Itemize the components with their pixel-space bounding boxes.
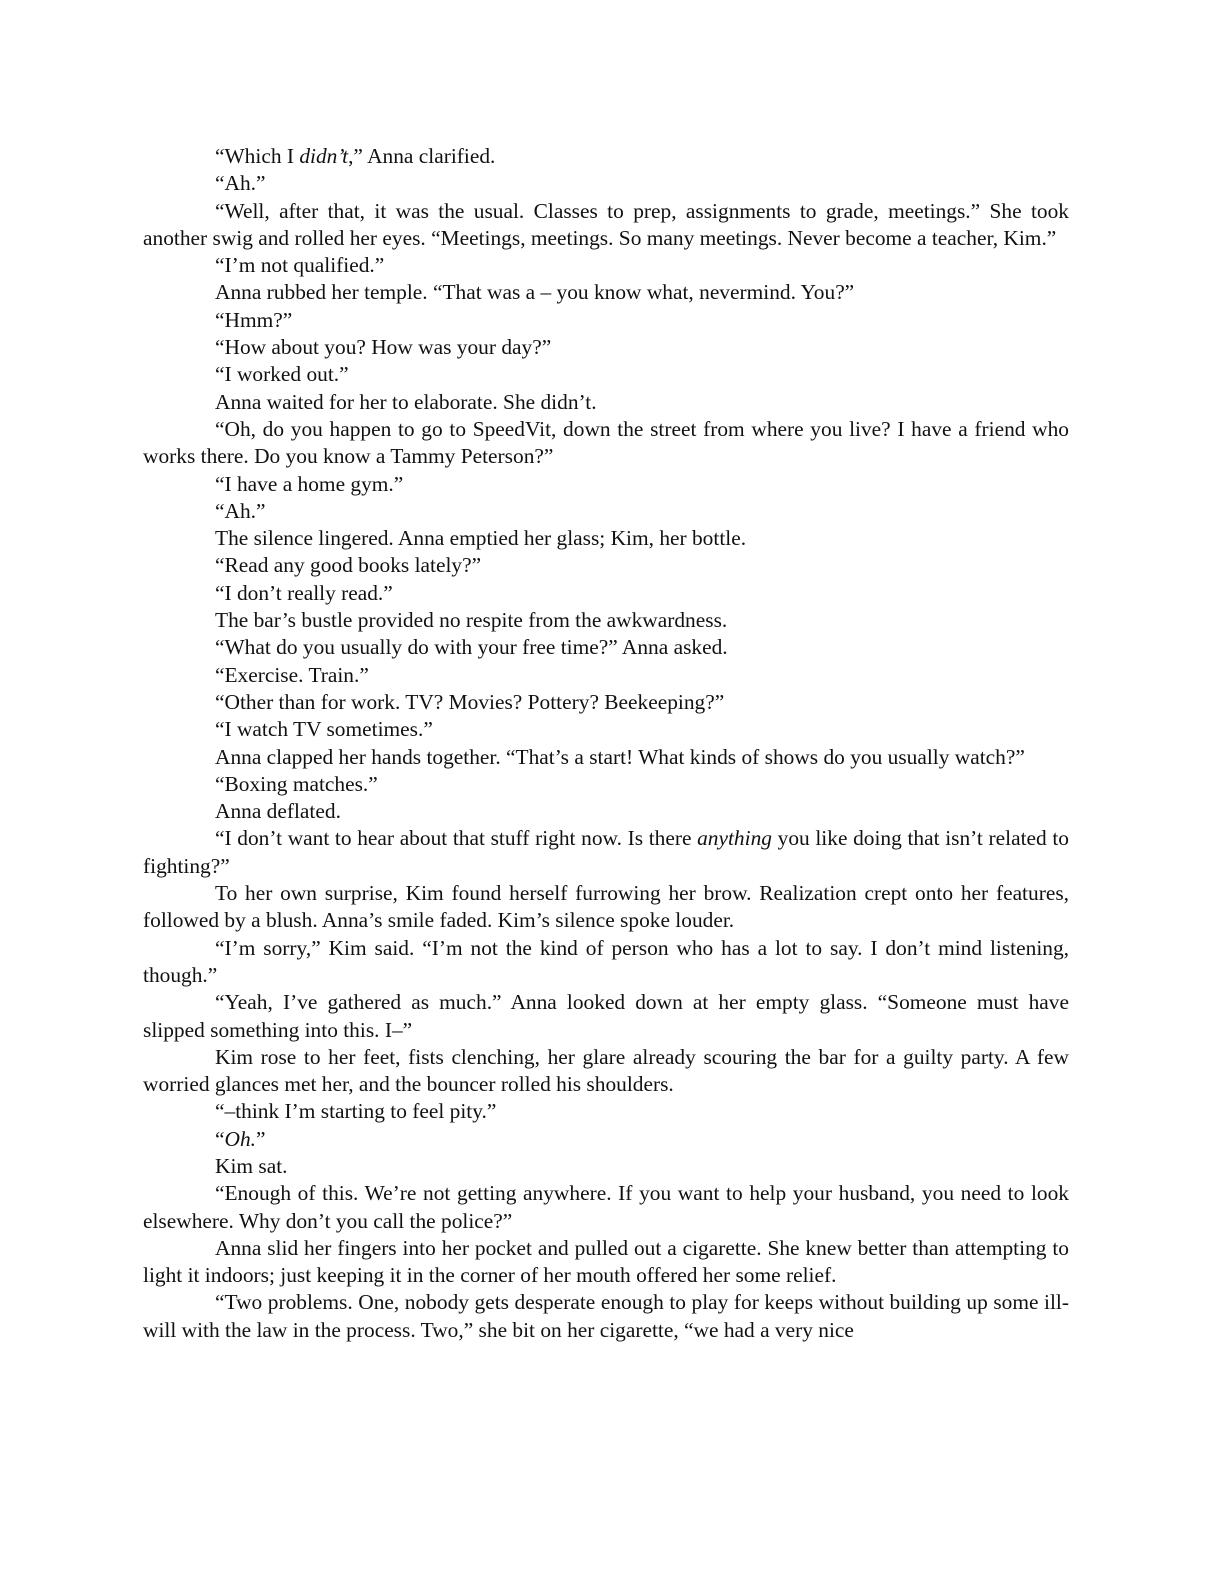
- paragraph: [143, 279, 1069, 306]
- text-run: Kim rose to her feet, fists clenching, her glare already scouring the bar for a guilty party. A few worried glances met her, and the bouncer rolled his shoulders.: [143, 1044, 1069, 1097]
- text-run: ”: [256, 1126, 266, 1151]
- text-run: “I don’t really read.”: [215, 580, 393, 605]
- paragraph: [143, 662, 1069, 689]
- paragraph: [143, 1044, 1069, 1099]
- italic-text: anything: [697, 826, 772, 851]
- italic-text: Oh.: [224, 1126, 256, 1151]
- text-run: “What do you usually do with your free time?” Anna asked.: [215, 635, 728, 660]
- text-run: “I have a home gym.”: [215, 471, 404, 496]
- text-run: “Enough of this. We’re not getting anywhere. If you want to help your husband, you need to look elsewhere. Why don’t you call the police?”: [143, 1181, 1069, 1233]
- paragraph: [143, 1126, 1069, 1153]
- paragraph: [143, 1098, 1069, 1125]
- text-run: “Ah.”: [215, 498, 266, 523]
- paragraph: [143, 143, 1069, 170]
- text-run: “Other than for work. TV? Movies? Pottery? Beekeeping?”: [215, 689, 725, 714]
- text-run: “I’m sorry,” Kim said. “I’m not the kind of person who has a lot to say. I don’t mind listening, though.”: [143, 935, 1069, 987]
- paragraph: [143, 307, 1069, 334]
- paragraph: [143, 634, 1069, 661]
- paragraph: [143, 989, 1069, 1044]
- paragraph: [143, 170, 1069, 197]
- text-run: Anna rubbed her temple. “That was a – you know what, nevermind. You?”: [215, 280, 855, 305]
- paragraph: [143, 334, 1069, 361]
- italic-text: didn’t: [299, 144, 349, 168]
- paragraph: [143, 1235, 1069, 1290]
- body-text: [143, 143, 1069, 1344]
- paragraph: [143, 198, 1069, 253]
- text-run: Anna slid her fingers into her pocket and pulled out a cigarette. She knew better than attempting to light it indoors; just keeping it in the corner of her mouth offered her some relief.: [143, 1235, 1069, 1288]
- text-run: ,” Anna clarified.: [348, 144, 496, 168]
- text-run: “Which I: [215, 144, 300, 168]
- text-run: “Ah.”: [215, 171, 266, 196]
- paragraph: [143, 389, 1069, 416]
- text-run: “I worked out.”: [215, 362, 349, 387]
- paragraph: [143, 716, 1069, 743]
- paragraph: [143, 935, 1069, 990]
- text-run: “: [215, 1126, 225, 1151]
- text-run: “How about you? How was your day?”: [215, 335, 552, 360]
- text-run: The bar’s bustle provided no respite from the awkwardness.: [215, 608, 728, 633]
- paragraph: [143, 252, 1069, 279]
- paragraph: [143, 580, 1069, 607]
- text-run: “Oh, do you happen to go to SpeedVit, down the street from where you live? I have a friend who works there. Do you know a Tammy Peterson?”: [143, 416, 1069, 469]
- paragraph: [143, 825, 1069, 880]
- paragraph: [143, 361, 1069, 388]
- paragraph: [143, 1289, 1069, 1344]
- text-run: “Hmm?”: [215, 307, 293, 332]
- paragraph: [143, 416, 1069, 471]
- text-run: Kim sat.: [215, 1153, 288, 1178]
- text-run: “Two problems. One, nobody gets desperate enough to play for keeps without building up some ill-will with the law in the process. Two,” she bit on her cigarette, “we had a very nice: [143, 1290, 1069, 1342]
- paragraph: [143, 689, 1069, 716]
- paragraph: [143, 1180, 1069, 1235]
- text-run: “Yeah, I’ve gathered as much.” Anna looked down at her empty glass. “Someone must have slipped something into this. I–”: [143, 990, 1069, 1042]
- text-run: Anna deflated.: [215, 799, 341, 824]
- text-run: “Read any good books lately?”: [215, 553, 482, 578]
- text-run: “I’m not qualified.”: [215, 253, 385, 278]
- paragraph: [143, 771, 1069, 798]
- text-run: “Boxing matches.”: [215, 771, 378, 796]
- text-run: “Exercise. Train.”: [215, 662, 369, 687]
- text-run: “I don’t want to hear about that stuff right now. Is there: [215, 826, 698, 851]
- text-run: The silence lingered. Anna emptied her glass; Kim, her bottle.: [215, 526, 747, 551]
- text-run: “Well, after that, it was the usual. Classes to prep, assignments to grade, meetings.” She took another swig and rolled her eyes. “Meetings, meetings. So many meetings. Never become a teacher, Kim.”: [143, 198, 1069, 250]
- text-run: “–think I’m starting to feel pity.”: [215, 1099, 497, 1124]
- paragraph: [143, 798, 1069, 825]
- paragraph: [143, 471, 1069, 498]
- paragraph: [143, 1153, 1069, 1180]
- paragraph: [143, 498, 1069, 525]
- paragraph: [143, 880, 1069, 935]
- paragraph: [143, 607, 1069, 634]
- text-run: you like doing that isn’t related to fighting?”: [143, 826, 1069, 878]
- paragraph: [143, 744, 1069, 771]
- text-run: To her own surprise, Kim found herself furrowing her brow. Realization crept onto her features, followed by a blush. Anna’s smile faded. Kim’s silence spoke louder.: [143, 881, 1069, 933]
- paragraph: [143, 552, 1069, 579]
- paragraph: [143, 525, 1069, 552]
- text-run: Anna waited for her to elaborate. She didn’t.: [215, 389, 597, 414]
- text-run: Anna clapped her hands together. “That’s a start! What kinds of shows do you usually watch?”: [215, 744, 1025, 769]
- text-run: “I watch TV sometimes.”: [215, 717, 433, 742]
